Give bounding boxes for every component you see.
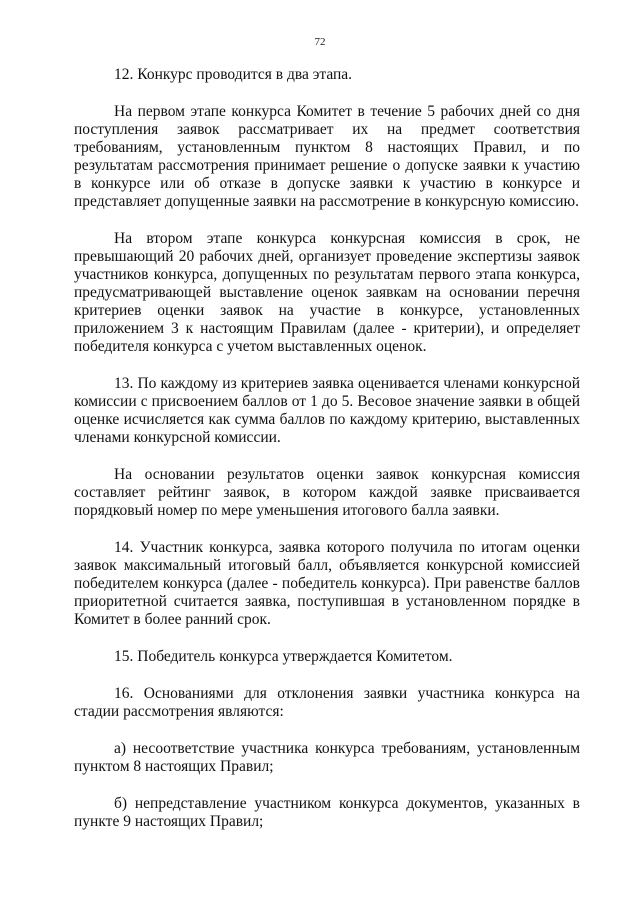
page-body (74, 66, 580, 831)
paragraph-16: 16. Основаниями для отклонения заявки участника конкурса на стадии рассмотрения являются: (74, 685, 580, 720)
paragraph-13: 13. По каждому из критериев заявка оценивается членами конкурсной комиссии с присвоением баллов от 1 до 5. Весовое значение заявки в общей оценке исчисляется как сумма баллов по каждому критерию, выставленных членами конкурсной комиссии. (74, 375, 580, 446)
paragraph-12: 12. Конкурс проводится в два этапа. (114, 66, 353, 83)
paragraph-15: 15. Победитель конкурса утверждается Комитетом. (114, 648, 453, 665)
paragraph-stage-one: На первом этапе конкурса Комитет в течение 5 рабочих дней со дня поступления заявок рассматривает их на предмет соответствия требованиям, установленным пунктом 8 настоящих Правил, и по результатам рассмотрения принимает решение о допуске заявки к участию в конкурсе или об отказе в допуске заявки к участию в конкурсе и представляет допущенные заявки на рассмотрение в конкурсную комиссию. (74, 103, 580, 210)
list-item-b: б) непредставление участником конкурса документов, указанных в пункте 9 настоящих Правил; (74, 795, 580, 830)
page-number: 72 (314, 36, 326, 48)
paragraph-stage-two: На втором этапе конкурса конкурсная комиссия в срок, не превышающий 20 рабочих дней, организует проведение экспертизы заявок участников конкурса, допущенных по результатам первого этапа конкурса, предусматривающей выставление оценок заявкам на основании перечня критериев оценки заявок на участие в конкурсе, установленных приложением 3 к настоящим Правилам (далее - критерии), и определяет победителя конкурса с учетом выставленных оценок. (74, 230, 580, 355)
paragraph-14: 14. Участник конкурса, заявка которого получила по итогам оценки заявок максимальный итоговый балл, объявляется конкурсной комиссией победителем конкурса (далее - победитель конкурса). При равенстве баллов приоритетной считается заявка, поступившая в установленном порядке в Комитет в более ранний срок. (74, 539, 580, 628)
paragraph-rating: На основании результатов оценки заявок конкурсная комиссия составляет рейтинг заявок, в котором каждой заявке присваивается порядковый номер по мере уменьшения итогового балла заявки. (74, 466, 580, 519)
list-item-a: а) несоответствие участника конкурса требованиям, установленным пунктом 8 настоящих Правил; (74, 740, 580, 775)
